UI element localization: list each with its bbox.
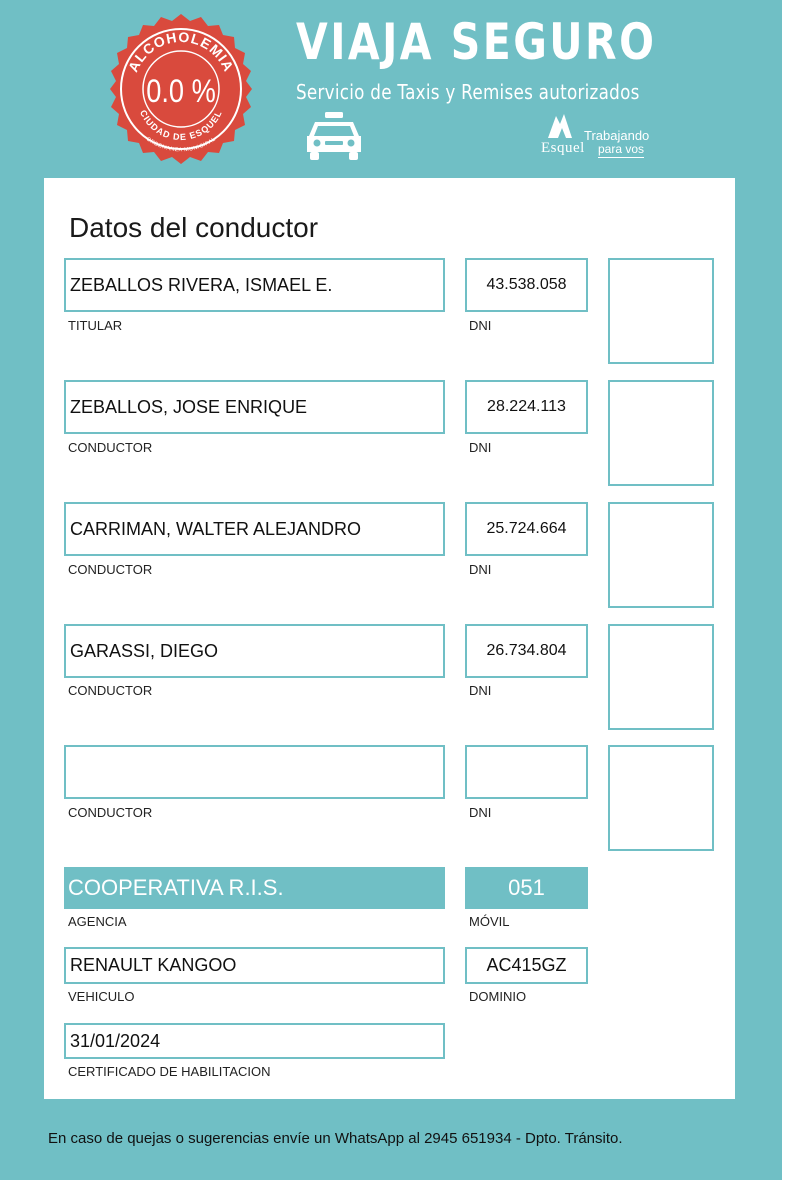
- svg-text:CIUDAD DE ESQUEL: CIUDAD DE ESQUEL: [138, 108, 224, 143]
- svg-text:0.0 %: 0.0 %: [146, 73, 216, 110]
- certificate-field: 31/01/2024: [64, 1023, 445, 1059]
- driver-dni-field: 26.734.804: [465, 624, 588, 678]
- driver-photo-box: [608, 258, 714, 364]
- svg-text:ORDENANZA MUNICIPAL: ORDENANZA MUNICIPAL: [144, 136, 218, 154]
- movil-field: 051: [465, 867, 588, 909]
- driver-role-label: CONDUCTOR: [68, 805, 153, 820]
- driver-data-card: [44, 178, 735, 1099]
- movil-label: MÓVIL: [469, 914, 510, 929]
- driver-photo-box: [608, 380, 714, 486]
- driver-dni-field: 43.538.058: [465, 258, 588, 312]
- driver-photo-box: [608, 502, 714, 608]
- driver-name-field: ZEBALLOS, JOSE ENRIQUE: [64, 380, 445, 434]
- agency-label: AGENCIA: [68, 914, 127, 929]
- dni-label: DNI: [469, 683, 492, 698]
- driver-name-field: CARRIMAN, WALTER ALEJANDRO: [64, 502, 445, 556]
- driver-dni-field: 28.224.113: [465, 380, 588, 434]
- vehicle-field: RENAULT KANGOO: [64, 947, 445, 984]
- svg-text:ALCOHOLEMIA: ALCOHOLEMIA: [124, 28, 238, 75]
- domain-label: DOMINIO: [469, 989, 527, 1004]
- dni-label: DNI: [469, 562, 492, 577]
- agency-field: COOPERATIVA R.I.S.: [64, 867, 445, 909]
- driver-dni-field: [465, 745, 588, 799]
- driver-photo-box: [608, 745, 714, 851]
- domain-field: AC415GZ: [465, 947, 588, 984]
- page-subtitle: Servicio de Taxis y Remises autorizados: [296, 80, 640, 104]
- alcoholemia-seal-icon: [104, 12, 258, 166]
- certificate-label: CERTIFICADO DE HABILITACION: [68, 1064, 271, 1079]
- section-title: Datos del conductor: [69, 212, 319, 243]
- driver-dni-field: 25.724.664: [465, 502, 588, 556]
- logo-tagline-2: para vos: [598, 142, 645, 156]
- driver-role-label: CONDUCTOR: [68, 562, 153, 577]
- taxi-icon: [305, 112, 363, 162]
- dni-label: DNI: [469, 318, 492, 333]
- dni-label: DNI: [469, 805, 492, 820]
- footer-note: En caso de quejas o sugerencias envíe un WhatsApp al 2945 651934 - Dpto. Tránsito.: [48, 1130, 623, 1147]
- driver-role-label: TITULAR: [68, 318, 123, 333]
- driver-name-field: ZEBALLOS RIVERA, ISMAEL E.: [64, 258, 445, 312]
- driver-name-field: GARASSI, DIEGO: [64, 624, 445, 678]
- page-title: VIAJA SEGURO: [296, 13, 657, 71]
- driver-role-label: CONDUCTOR: [68, 683, 153, 698]
- esquel-logo-name: Esquel: [541, 140, 585, 156]
- vehicle-label: VEHICULO: [68, 989, 135, 1004]
- driver-role-label: CONDUCTOR: [68, 440, 153, 455]
- dni-label: DNI: [469, 440, 492, 455]
- driver-photo-box: [608, 624, 714, 730]
- driver-name-field: [64, 745, 445, 799]
- logo-tagline-1: Trabajando: [584, 128, 650, 143]
